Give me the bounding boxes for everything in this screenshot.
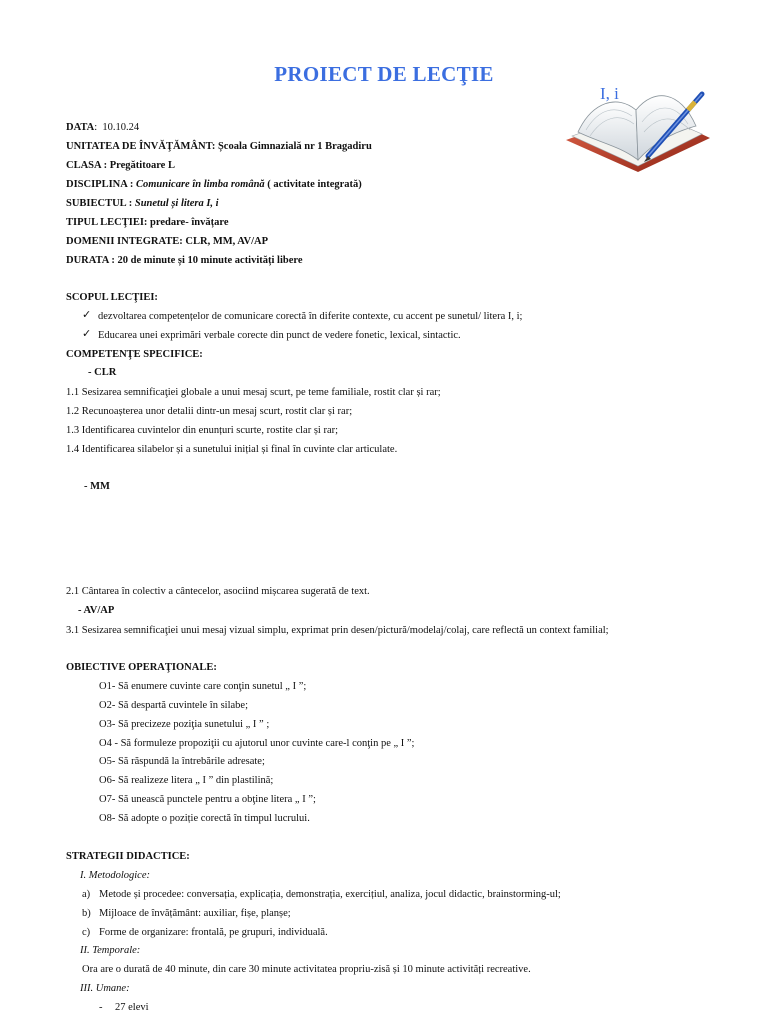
list-marker: a) — [82, 889, 91, 900]
avap-item: 3.1 Sesizarea semnificaţiei unui mesaj vizual simplu, exprimat prin desen/pictură/modelaj/colaj, care reflectă un context familial; — [66, 625, 609, 636]
subject-line — [66, 197, 219, 210]
objective-item: O3- Să precizeze poziţia sunetului „ I ” ; — [99, 719, 270, 730]
subject-label: SUBIECTUL : — [66, 198, 133, 209]
list-marker: b) — [82, 908, 91, 919]
objective-item: O6- Să realizeze litera „ I ” din plastilină; — [99, 775, 274, 786]
clr-item-2: 1.2 Recunoașterea unor detalii dintr-un mesaj scurt, rostit clar și rar; — [66, 406, 353, 417]
temporal-heading: II. Temporale: — [80, 945, 141, 956]
domains-line: DOMENII INTEGRATE: CLR, MM, AV/AP — [66, 236, 269, 247]
list-item: Mijloace de învățământ: auxiliar, fișe, planșe; — [99, 908, 291, 919]
list-item: Metode și procedee: conversația, explicația, demonstrația, exercițiul, analiza, jocul didactic, brainstorming-ul; — [99, 889, 561, 900]
list-marker: - — [99, 1002, 103, 1013]
clr-item-1: 1.1 Sesizarea semnificaţiei globale a unui mesaj scurt, pe teme familiale, rostit clar și rar; — [66, 387, 441, 398]
scope-item-2: Educarea unei exprimări verbale corecte din punct de vedere fonetic, lexical, sintactic. — [98, 330, 461, 341]
mm-label: - MM — [84, 481, 110, 492]
mm-item: 2.1 Cântarea în colectiv a cântecelor, asociind mișcarea sugerată de text. — [66, 586, 370, 597]
date-label: DATA — [66, 122, 95, 133]
methodological-heading: I. Metodologice: — [80, 870, 150, 881]
human-heading: III. Umane: — [80, 983, 130, 994]
clr-item-3: 1.3 Identificarea cuvintelor din enunțuri scurte, rostite clar și rar; — [66, 425, 339, 436]
class-line: CLASA : Pregătitoare L — [66, 160, 175, 171]
objective-item: O7- Să unească punctele pentru a obţine litera „ I ”; — [99, 794, 316, 805]
temporal-text: Ora are o durată de 40 minute, din care 30 minute activitatea propriu-zisă și 10 minute activități recreative. — [82, 964, 531, 975]
competences-heading: COMPETENŢE SPECIFICE: — [66, 349, 203, 360]
open-book-with-pen-icon — [562, 80, 712, 176]
school-value: Școala Gimnazială nr 1 Bragadiru — [217, 141, 372, 152]
scope-item-1: dezvoltarea competențelor de comunicare corectă în diferite contexte, cu accent pe sunetul/ litera I, i; — [98, 311, 523, 322]
school-line — [66, 140, 372, 153]
discipline-label: DISCIPLINA : — [66, 179, 134, 190]
scope-heading: SCOPUL LECŢIEI: — [66, 292, 158, 303]
clr-item-4: 1.4 Identificarea silabelor și a sunetului inițial și final în cuvinte clar articulate. — [66, 444, 398, 455]
clr-label: - CLR — [88, 367, 117, 378]
check-icon: ✓ — [82, 328, 92, 340]
school-label: UNITATEA DE ÎNVĂŢĂMÂNT: — [66, 141, 216, 152]
objective-item: O2- Să despartă cuvintele în silabe; — [99, 700, 248, 711]
strategies-heading: STRATEGII DIDACTICE: — [66, 851, 190, 862]
discipline-extra: ( activitate integrată) — [267, 179, 362, 190]
discipline-value: Comunicare în limba română — [136, 179, 265, 190]
objectives-heading: OBIECTIVE OPERAŢIONALE: — [66, 662, 217, 673]
date-value: 10.10.24 — [102, 122, 140, 133]
objective-item: O1- Să enumere cuvinte care conţin sunetul „ I ”; — [99, 681, 307, 692]
discipline-line — [66, 178, 362, 191]
objective-item: O4 - Să formuleze propoziţii cu ajutorul unor cuvinte care-l conţin pe „ I ”; — [99, 738, 415, 749]
list-item: Forme de organizare: frontală, pe grupuri, individuală. — [99, 927, 328, 938]
objective-item: O5- Să răspundă la întrebările adresate; — [99, 756, 265, 767]
check-icon: ✓ — [82, 309, 92, 321]
list-marker: c) — [82, 927, 91, 938]
duration-line: DURATA : 20 de minute și 10 minute activități libere — [66, 255, 303, 266]
date-line: DATA: 10.10.24 — [66, 122, 140, 133]
lesson-type-line: TIPUL LECŢIEI: predare- învățare — [66, 217, 229, 228]
students-count: 27 elevi — [115, 1002, 149, 1013]
letter-label: I, i — [600, 84, 619, 103]
subject-value: Sunetul și litera I, i — [134, 198, 219, 209]
avap-label: - AV/AP — [78, 605, 115, 616]
objective-item: O8- Să adopte o poziție corectă în timpul lucrului. — [99, 813, 310, 824]
page-title: PROIECT DE LECŢIE — [274, 62, 494, 86]
